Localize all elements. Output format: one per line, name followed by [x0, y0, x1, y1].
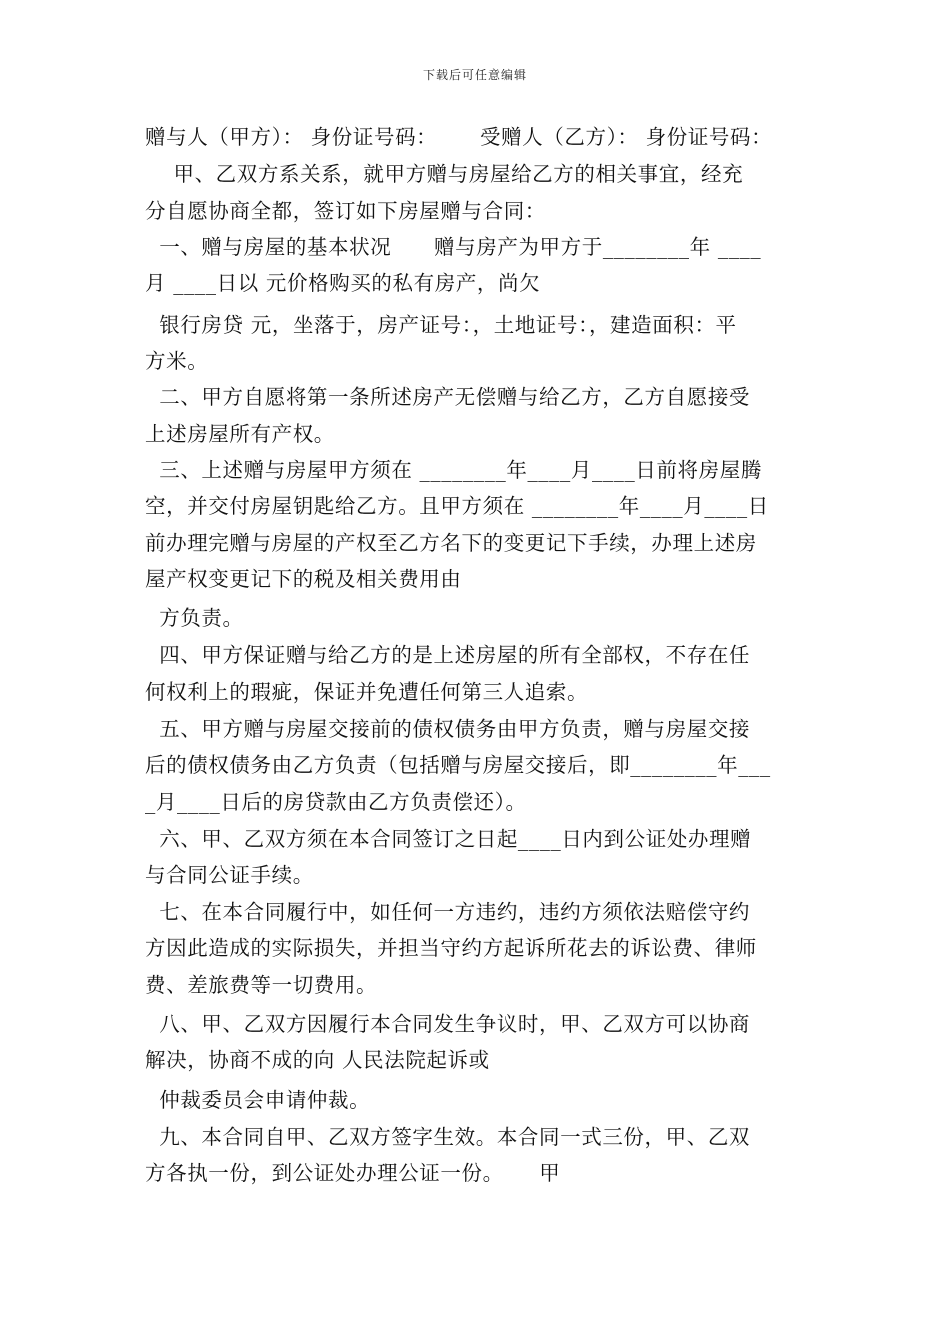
text-line: 方各执一份，到公证处办理公证一份。 甲 — [145, 1161, 561, 1185]
text-line: 五、甲方赠与房屋交接前的债权债务由甲方负责，赠与房屋交接 — [145, 717, 751, 741]
text-line: 分自愿协商全都，签订如下房屋赠与合同： — [145, 199, 546, 223]
text-line: 八、甲、乙双方因履行本合同发生争议时，甲、乙双方可以协商 — [145, 1012, 751, 1036]
text-line: 方负责。 — [145, 606, 244, 630]
text-line: 九、本合同自甲、乙双方签字生效。本合同一式三份，甲、乙双 — [145, 1125, 751, 1149]
text-line: 费、差旅费等一切费用。 — [145, 973, 378, 997]
text-line: 空，并交付房屋钥匙给乙方。且甲方须在 ________年____月____日 — [145, 494, 769, 518]
text-line: 与合同公证手续。 — [145, 863, 314, 887]
text-line: 甲、乙双方系关系，就甲方赠与房屋给乙方的相关事宜，经充 — [145, 162, 744, 186]
text-line: 六、甲、乙双方须在本合同签订之日起____日内到公证处办理赠 — [145, 827, 752, 851]
page-header-note: 下载后可任意编辑 — [422, 68, 527, 82]
text-line: 赠与人（甲方）： 身份证号码： 受赠人（乙方）： 身份证号码： — [145, 125, 773, 149]
text-line: 方因此造成的实际损失，并担当守约方起诉所花去的诉讼费、律师 — [145, 936, 757, 960]
text-line: 前办理完赠与房屋的产权至乙方名下的变更记下手续，办理上述房 — [145, 531, 757, 555]
text-line: 一、赠与房屋的基本状况 赠与房产为甲方于________年 ____ — [145, 235, 762, 259]
text-line: 上述房屋所有产权。 — [145, 422, 335, 446]
text-line: 屋产权变更记下的税及相关费用由 — [145, 567, 462, 591]
text-line: 解决，协商不成的向 人民法院起诉或 — [145, 1048, 490, 1072]
text-line: 三、上述赠与房屋甲方须在 ________年____月____日前将房屋腾 — [145, 458, 762, 482]
text-line: _月____日后的房贷款由乙方负责偿还）。 — [145, 790, 527, 814]
text-line: 何权利上的瑕疵，保证并免遭任何第三人追索。 — [145, 680, 589, 704]
text-line: 七、在本合同履行中，如任何一方违约，违约方须依法赔偿守约 — [145, 900, 751, 924]
text-line: 后的债权债务由乙方负责（包括赠与房屋交接后，即________年___ — [145, 753, 771, 777]
text-line: 四、甲方保证赠与给乙方的是上述房屋的所有全部权，不存在任 — [145, 643, 751, 667]
text-line: 二、甲方自愿将第一条所述房产无偿赠与给乙方，乙方自愿接受 — [145, 385, 751, 409]
text-line: 仲裁委员会申请仲裁。 — [145, 1088, 371, 1112]
text-line: 方米。 — [145, 349, 209, 373]
text-line: 月 ____日以 元价格购买的私有房产，尚欠 — [145, 271, 541, 295]
text-line: 银行房贷 元，坐落于，房产证号：，土地证号：，建造面积：平 — [145, 313, 737, 337]
